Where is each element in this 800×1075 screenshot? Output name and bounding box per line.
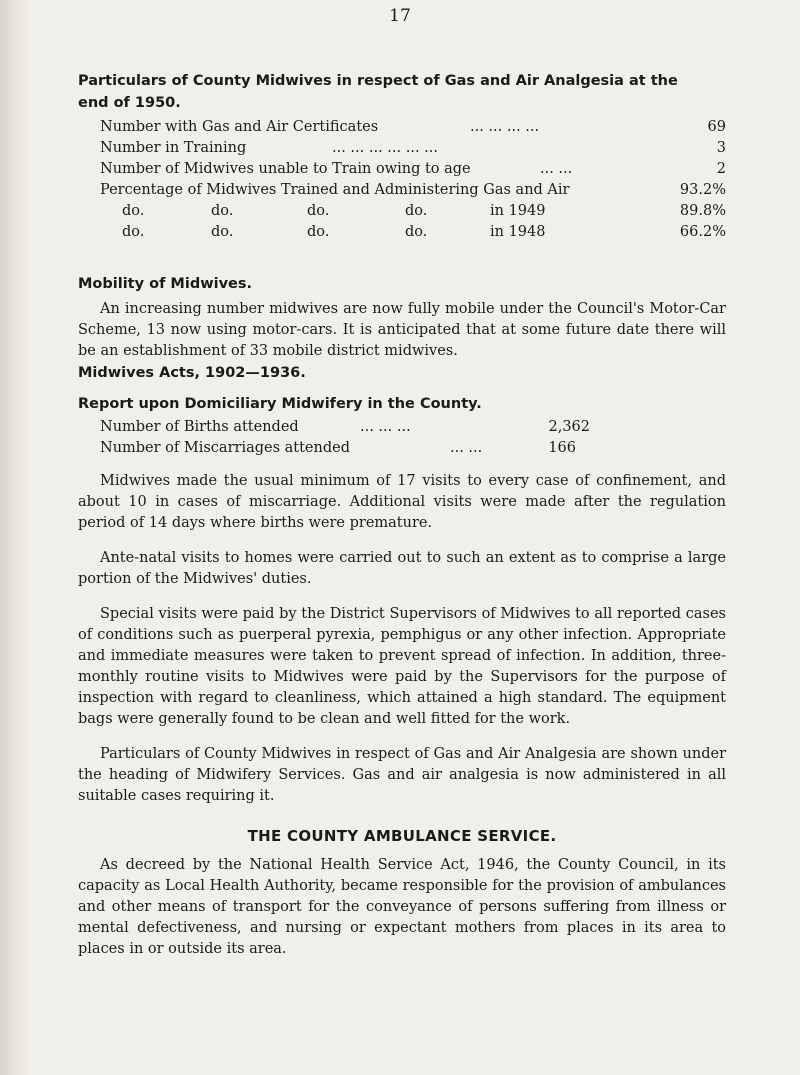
stats-value: 3 — [716, 140, 726, 156]
ambulance-section — [78, 827, 726, 960]
stats-row — [100, 417, 590, 438]
gas-air-heading-line1: Particulars of County Midwives in respect of Gas and Air Analgesia at the — [78, 73, 678, 89]
stats-year: in 1949 — [490, 203, 546, 219]
gas-air-heading-line2: end of 1950. — [78, 95, 181, 111]
ditto: do. — [211, 224, 234, 240]
leader-dots: ... ... — [450, 440, 483, 456]
page-number: 17 — [389, 6, 411, 26]
stats-label: Number of Midwives unable to Train owing to age — [100, 161, 471, 177]
stats-value: 2,362 — [548, 419, 590, 435]
ditto: do. — [307, 203, 330, 219]
mobility-section — [78, 273, 726, 384]
stats-row — [100, 138, 726, 159]
ditto: do. — [405, 224, 428, 240]
stats-row — [100, 159, 726, 180]
domiciliary-paragraph: Special visits were paid by the District Supervisors of Midwives to all reported cases of conditions such as puerperal pyrexia, pemphigus or any other infection. Appropriate and immediate measures were taken to prevent spread of infection. In addition, three-monthly routine visits to Midwives were paid by the Supervisors for the purpose of inspection with regard to cleanliness, which attained a high standard. The equipment bags were generally found to be clean and well fitted for the work. — [78, 606, 726, 727]
leader-dots: ... ... ... — [360, 419, 411, 435]
binding-gutter — [0, 0, 34, 1075]
stats-row — [100, 438, 590, 459]
stats-label: Number in Training — [100, 140, 247, 156]
leader-dots: ... ... ... ... — [470, 119, 540, 135]
ditto: do. — [122, 224, 145, 240]
stats-row-ditto — [100, 201, 726, 222]
domiciliary-stats — [100, 417, 590, 459]
stats-value: 2 — [716, 161, 726, 177]
stats-value: 93.2% — [679, 182, 726, 198]
stats-row — [100, 180, 726, 201]
domiciliary-paragraph: Particulars of County Midwives in respect of Gas and Air Analgesia are shown under the heading of Midwifery Services. Gas and air analgesia is now administered in all suitable cases requiring it. — [78, 746, 726, 804]
stats-label: Number with Gas and Air Certificates — [100, 119, 379, 135]
ditto: do. — [405, 203, 428, 219]
page-content — [78, 70, 726, 960]
stats-value: 69 — [707, 119, 726, 135]
leader-dots: ... ... — [540, 161, 573, 177]
stats-label: Number of Miscarriages attended — [100, 440, 350, 456]
stats-value: 66.2% — [679, 224, 726, 240]
ditto: do. — [307, 224, 330, 240]
mobility-text: An increasing number midwives are now fully mobile under the Council's Motor-Car Scheme, 13 now using motor-cars. It is anticipated that at some future date there will be an establishment of 33 mobile district midwives. — [78, 301, 726, 359]
ambulance-text: As decreed by the National Health Service Act, 1946, the County Council, in its capacity as Local Health Authority, became responsible for the provision of ambulances and other means of transport for the conveyance of persons suffering from illness or mental defectiveness, and nursing or expectant mothers from places in its area to places in or outside its area. — [78, 857, 726, 957]
stats-label: Number of Births attended — [100, 419, 299, 435]
domiciliary-heading: Report upon Domiciliary Midwifery in the County. — [78, 396, 482, 412]
domiciliary-section — [78, 393, 726, 807]
stats-row — [100, 117, 726, 138]
domiciliary-paragraph: Ante-natal visits to homes were carried out to such an extent as to comprise a large portion of the Midwives' duties. — [78, 550, 726, 587]
gas-air-section — [78, 70, 726, 243]
stats-row-ditto — [100, 222, 726, 243]
gas-air-stats — [78, 117, 726, 243]
stats-year: in 1948 — [490, 224, 546, 240]
ditto: do. — [122, 203, 145, 219]
acts-heading: Midwives Acts, 1902—1936. — [78, 365, 306, 381]
domiciliary-paragraph: Midwives made the usual minimum of 17 visits to every case of confinement, and about 10 in cases of miscarriage. Additional visits were made after the regulation period of 14 days where births were premature. — [78, 473, 726, 531]
stats-label: Percentage of Midwives Trained and Administering Gas and Air — [100, 182, 570, 198]
stats-value: 166 — [548, 440, 576, 456]
mobility-heading: Mobility of Midwives. — [78, 276, 252, 292]
stats-value: 89.8% — [679, 203, 726, 219]
ditto: do. — [211, 203, 234, 219]
leader-dots: ... ... ... ... ... ... — [332, 140, 439, 156]
gas-air-heading — [78, 70, 726, 114]
ambulance-heading: THE COUNTY AMBULANCE SERVICE. — [247, 827, 557, 845]
